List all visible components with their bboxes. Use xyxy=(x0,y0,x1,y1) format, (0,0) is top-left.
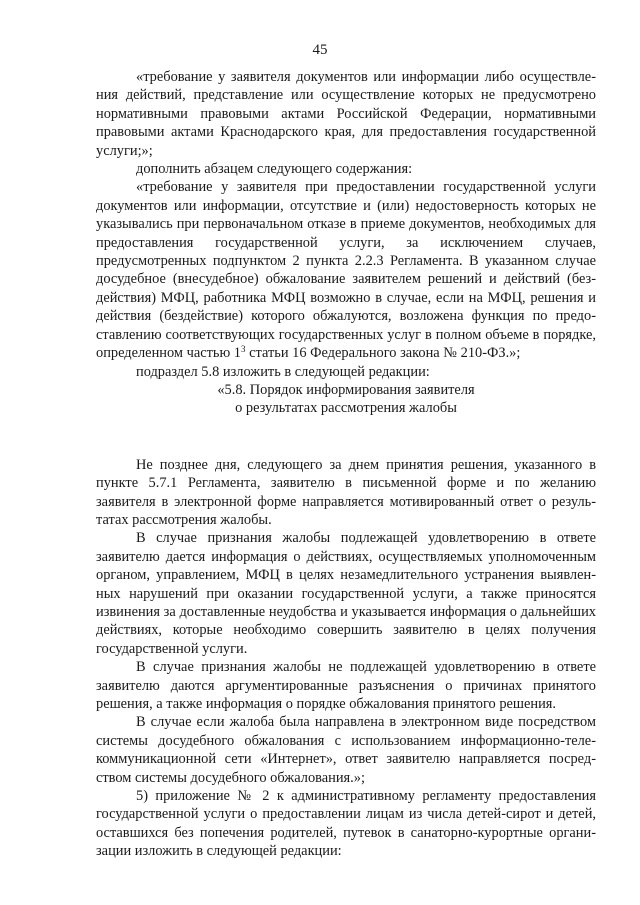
paragraph: 5) приложение № 2 к административному регламенту предоставления государственной услуги о предоставлении лицам из числа детей-сирот и детей, оставшихся без попечения родителей, путевок в санаторно-курортные организации изложить в следующей редакции: xyxy=(96,788,596,860)
paragraph: В случае если жалоба была направлена в электронном виде посредством системы досудебного обжалования с использованием информационно-телекоммуникационной сети «Интернет», ответ заявителю направляется посредством системы досудебного обжалования.»; xyxy=(96,714,596,786)
spacer xyxy=(96,418,596,456)
paragraph: дополнить абзацем следующего содержания: xyxy=(136,161,413,178)
section-heading: «5.8. Порядок информирования заявителя xyxy=(217,381,475,398)
paragraph: Не позднее дня, следующего за днем принятия решения, указанного в пункте 5.7.1 Регламента, заявителю в письменной форме и по желанию заявителя в электронной форме направляется мотивированный ответ о результатах рассмотрения жалобы. xyxy=(96,456,596,528)
document-body xyxy=(96,68,596,861)
paragraph-text: статьи 16 Федерального закона № 210-ФЗ.»; xyxy=(245,345,521,362)
page-number: 45 xyxy=(312,42,328,58)
paragraph-text: «требование у заявителя при предоставлении государственной услуги документов или информации, отсутствие и (или) недостоверность которых не указывались при первоначальном отказе в приеме документов, необходимых для предоставления государственной услуги, за исключением случаев, предусмотренных подпунктом 2 пункта 2.2.3 Регламента. В указанном случае досудебное (внесудебное) обжалование заявителем решений и действий (бездействия) МФЦ, работника МФЦ возможно в случае, если на МФЦ, решения и действия (бездействие) которого обжалуются, возложена функция по предоставлению соответствующих государственных услуг в полном объеме в порядке, определенном частью 1 xyxy=(96,179,596,362)
paragraph: В случае признания жалобы подлежащей удовлетворению в ответе заявителю дается информация о действиях, осуществляемых уполномоченным органом, управлением, МФЦ в целях незамедлительного устранения выявленных нарушений при оказании государственной услуги, а также приносятся извинения за доставленные неудобства и указывается информация о дальнейших действиях, которые необходимо совершить заявителю в целях получения государственной услуги. xyxy=(96,530,596,657)
paragraph xyxy=(96,178,596,362)
superscript: 3 xyxy=(241,344,246,355)
paragraph: В случае признания жалобы не подлежащей удовлетворению в ответе заявителю даются аргументированные разъяснения о причинах принятого решения, а также информация о порядке обжалования принятого решения. xyxy=(96,659,596,712)
paragraph: «требование у заявителя документов или информации либо осуществления действий, представление или осуществление которых не предусмотрено нормативными правовыми актами Российской Федерации, нормативными правовыми актами Краснодарского края, для предоставления государственной услуги;»; xyxy=(96,69,596,159)
section-heading: о результатах рассмотрения жалобы xyxy=(235,400,457,417)
paragraph: подраздел 5.8 изложить в следующей редакции: xyxy=(136,363,430,380)
